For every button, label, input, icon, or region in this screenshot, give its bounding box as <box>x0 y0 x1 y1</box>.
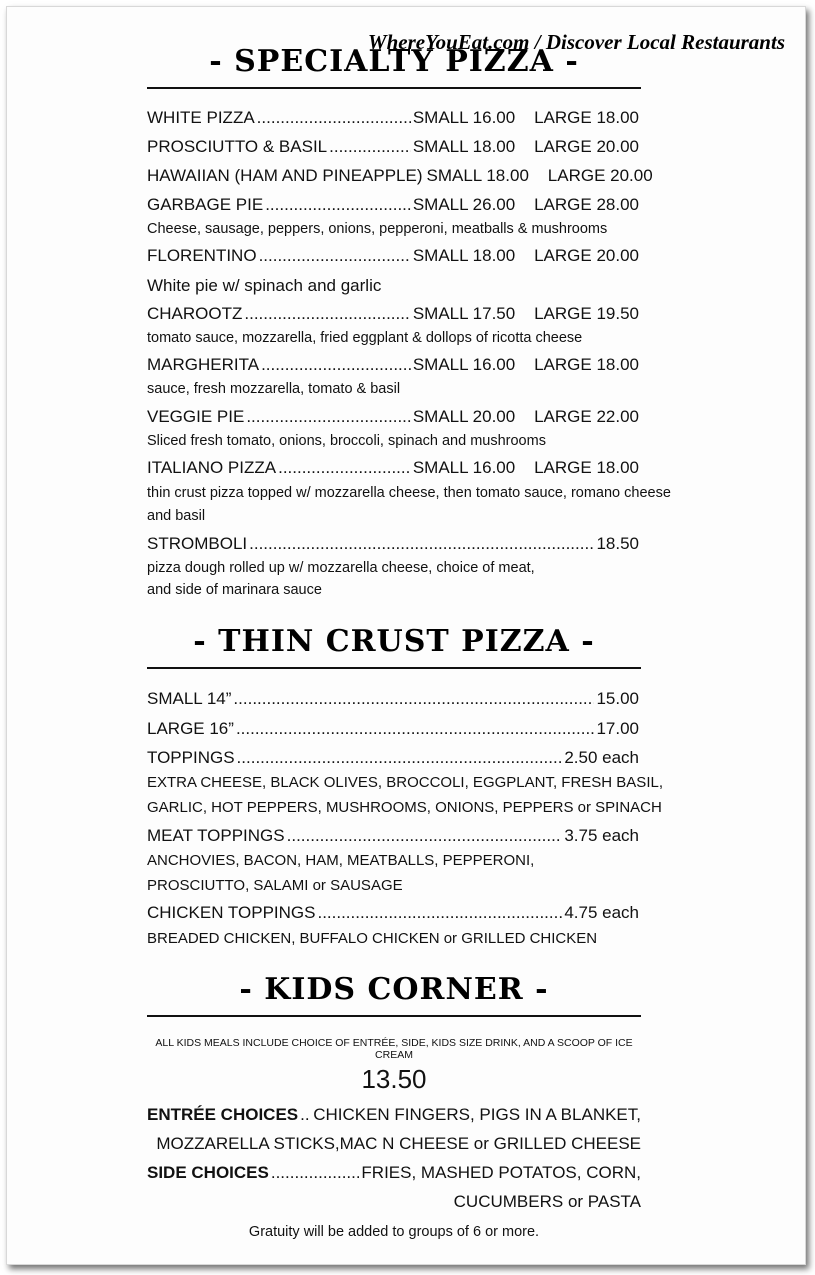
section-heading-specialty: - SPECIALTY PIZZA - <box>209 44 579 79</box>
item-name: LARGE 16” <box>147 719 234 738</box>
item-price: SMALL 18.00 LARGE 20.00 <box>412 137 639 156</box>
item-name: GARBAGE PIE <box>147 195 264 214</box>
item-name: CHICKEN TOPPINGS <box>147 903 316 922</box>
entree-label: ENTRÉE CHOICES <box>147 1105 299 1124</box>
item-description: White pie w/ spinach and garlic <box>147 276 382 295</box>
item-price: 17.00 <box>596 719 639 738</box>
side-label: SIDE CHOICES <box>147 1163 269 1182</box>
item-name: ITALIANO PIZZA <box>147 458 277 477</box>
item-description: tomato sauce, mozzarella, fried eggplant & dollops of ricotta cheese <box>147 330 583 346</box>
item-description: and side of marinara sauce <box>147 582 322 598</box>
item-description: ANCHOVIES, BACON, HAM, MEATBALLS, PEPPERONI, <box>147 852 535 869</box>
leader-dots <box>257 108 411 128</box>
kids-entree-choices <box>147 1105 641 1125</box>
menu-item-meat-toppings <box>147 826 639 846</box>
item-price: SMALL 18.00 LARGE 20.00 <box>426 166 653 185</box>
item-name: VEGGIE PIE <box>147 407 245 426</box>
section-rule <box>147 667 641 669</box>
item-description: PROSCIUTTO, SALAMI or SAUSAGE <box>147 877 403 894</box>
item-price: SMALL 16.00 LARGE 18.00 <box>412 108 639 127</box>
item-price: SMALL 16.00 LARGE 18.00 <box>412 458 639 477</box>
menu-item-white-pizza <box>147 108 639 128</box>
leader-dots <box>249 534 594 554</box>
menu-item-hawaiian <box>147 166 653 186</box>
kids-meal-price: 13.50 <box>361 1064 427 1094</box>
item-name: STROMBOLI <box>147 534 248 553</box>
menu-item-stromboli <box>147 534 639 554</box>
item-price: 15.00 <box>596 689 639 708</box>
gratuity-note: Gratuity will be added to groups of 6 or more. <box>248 1224 540 1240</box>
item-description: thin crust pizza topped w/ mozzarella cheese, then tomato sauce, romano cheese <box>147 485 671 501</box>
item-name: PROSCIUTTO & BASIL <box>147 137 328 156</box>
leader-dots <box>236 719 595 739</box>
section-rule <box>147 87 641 89</box>
item-name: MARGHERITA <box>147 355 260 374</box>
side-options: FRIES, MASHED POTATOS, CORN, <box>361 1163 641 1182</box>
item-name: WHITE PIZZA <box>147 108 255 127</box>
leader-dots <box>329 137 411 157</box>
item-name: CHAROOTZ <box>147 304 243 323</box>
item-description: EXTRA CHEESE, BLACK OLIVES, BROCCOLI, EGGPLANT, FRESH BASIL, <box>147 774 663 791</box>
leader-dots <box>246 407 411 427</box>
leader-dots <box>278 458 411 478</box>
item-price: SMALL 26.00 LARGE 28.00 <box>412 195 639 214</box>
leader-dots <box>259 246 411 266</box>
item-description: and basil <box>147 508 206 524</box>
side-options-continued: CUCUMBERS or PASTA <box>453 1192 641 1211</box>
item-price: SMALL 18.00 LARGE 20.00 <box>412 246 639 265</box>
item-description: Cheese, sausage, peppers, onions, pepperoni, meatballs & mushrooms <box>147 221 608 237</box>
leader-dots <box>237 748 563 768</box>
kids-meal-note: ALL KIDS MEALS INCLUDE CHOICE OF ENTRÉE, SIDE, KIDS SIZE DRINK, AND A SCOOP OF ICE CREAM <box>155 1037 633 1061</box>
item-price: 4.75 each <box>564 903 639 922</box>
item-name: MEAT TOPPINGS <box>147 826 285 845</box>
menu-item-florentino <box>147 246 639 266</box>
leader-dots <box>265 195 411 215</box>
leader-dots <box>317 903 562 923</box>
item-name: FLORENTINO <box>147 246 257 265</box>
item-description: GARLIC, HOT PEPPERS, MUSHROOMS, ONIONS, PEPPERS or SPINACH <box>147 799 662 816</box>
entree-options: CHICKEN FINGERS, PIGS IN A BLANKET, <box>313 1105 641 1124</box>
watermark: WhereYouEat.com / Discover Local Restaurants <box>367 30 785 54</box>
menu-item-toppings <box>147 748 639 768</box>
menu-item-veggie-pie <box>147 407 639 427</box>
menu-item-large-16 <box>147 719 639 739</box>
menu-item-charootz <box>147 304 639 324</box>
item-description: sauce, fresh mozzarella, tomato & basil <box>147 381 401 397</box>
item-price: 18.50 <box>596 534 639 553</box>
item-price: SMALL 17.50 LARGE 19.50 <box>412 304 639 323</box>
section-heading-thin-crust: - THIN CRUST PIZZA - <box>193 624 595 659</box>
item-price: SMALL 16.00 LARGE 18.00 <box>412 355 639 374</box>
menu-item-margherita <box>147 355 639 375</box>
entree-options-continued: MOZZARELLA STICKS,MAC N CHEESE or GRILLED CHEESE <box>156 1134 641 1153</box>
item-description: Sliced fresh tomato, onions, broccoli, spinach and mushrooms <box>147 433 546 449</box>
menu-item-small-14 <box>147 689 639 709</box>
section-heading-kids: - KIDS CORNER - <box>239 972 549 1007</box>
kids-side-choices <box>147 1163 641 1183</box>
item-description: pizza dough rolled up w/ mozzarella cheese, choice of meat, <box>147 560 535 576</box>
menu-item-chicken-toppings <box>147 903 639 923</box>
leader-dots <box>271 1163 360 1183</box>
menu-item-prosciutto <box>147 137 639 157</box>
item-price: 2.50 each <box>564 748 639 767</box>
item-description: BREADED CHICKEN, BUFFALO CHICKEN or GRILLED CHICKEN <box>147 930 598 947</box>
item-name: HAWAIIAN (HAM AND PINEAPPLE) <box>147 166 423 185</box>
leader-dots <box>287 826 563 846</box>
leader-dots <box>233 689 594 709</box>
menu-item-garbage-pie <box>147 195 639 215</box>
leader-dots <box>261 355 411 375</box>
menu-item-italiano-pizza <box>147 458 639 478</box>
leader-dots <box>244 304 410 324</box>
leader-dots <box>300 1105 311 1125</box>
item-name: SMALL 14” <box>147 689 232 708</box>
item-price: 3.75 each <box>564 826 639 845</box>
item-price: SMALL 20.00 LARGE 22.00 <box>412 407 639 426</box>
section-rule <box>147 1015 641 1017</box>
item-name: TOPPINGS <box>147 748 235 767</box>
